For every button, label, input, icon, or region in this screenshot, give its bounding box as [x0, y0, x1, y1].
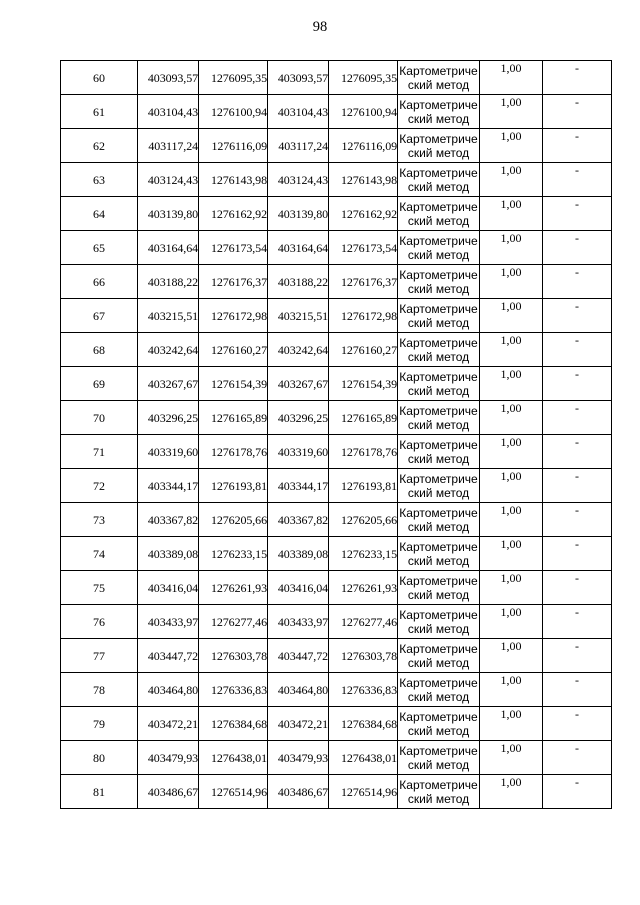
method-text-line: ский метод [407, 315, 470, 330]
existing-y-cell: 1276165,89 [199, 401, 268, 435]
existing-x-cell: 403344,17 [138, 469, 199, 503]
point-number-cell: 70 [61, 401, 138, 435]
accuracy-cell: 1,00 [480, 775, 543, 809]
existing-x-cell: 403296,25 [138, 401, 199, 435]
refined-x-cell: 403367,82 [268, 503, 329, 537]
refined-y-cell: 1276173,54 [329, 231, 398, 265]
existing-x-cell: 403433,97 [138, 605, 199, 639]
refined-x-cell: 403433,97 [268, 605, 329, 639]
point-number-cell: 63 [61, 163, 138, 197]
existing-y-cell: 1276205,66 [199, 503, 268, 537]
accuracy-cell: 1,00 [480, 435, 543, 469]
table-row [61, 265, 612, 299]
method-text-line: Картометриче [399, 743, 478, 758]
table-row [61, 435, 612, 469]
table-row [61, 673, 612, 707]
point-number-cell: 73 [61, 503, 138, 537]
existing-x-cell: 403164,64 [138, 231, 199, 265]
accuracy-cell: 1,00 [480, 265, 543, 299]
method-cell [398, 163, 480, 197]
refined-x-cell: 403242,64 [268, 333, 329, 367]
table-row [61, 95, 612, 129]
description-cell: - [543, 741, 612, 775]
accuracy-cell: 1,00 [480, 61, 543, 95]
accuracy-cell: 1,00 [480, 503, 543, 537]
method-text-line: Картометриче [399, 777, 478, 792]
method-text-line: Картометриче [399, 539, 478, 554]
description-cell: - [543, 503, 612, 537]
method-text-line: ский метод [407, 519, 470, 534]
existing-x-cell: 403267,67 [138, 367, 199, 401]
point-number-cell: 65 [61, 231, 138, 265]
description-cell: - [543, 775, 612, 809]
method-cell [398, 503, 480, 537]
method-cell [398, 435, 480, 469]
existing-y-cell: 1276514,96 [199, 775, 268, 809]
table-row [61, 231, 612, 265]
existing-y-cell: 1276277,46 [199, 605, 268, 639]
table-row [61, 367, 612, 401]
existing-y-cell: 1276336,83 [199, 673, 268, 707]
method-text-line: ский метод [407, 485, 470, 500]
method-text-line: ский метод [407, 349, 470, 364]
refined-x-cell: 403215,51 [268, 299, 329, 333]
table-row [61, 469, 612, 503]
table-row [61, 61, 612, 95]
table-row [61, 571, 612, 605]
point-number-cell: 78 [61, 673, 138, 707]
refined-y-cell: 1276193,81 [329, 469, 398, 503]
method-cell [398, 537, 480, 571]
description-cell: - [543, 367, 612, 401]
table-body [61, 61, 612, 809]
accuracy-cell: 1,00 [480, 605, 543, 639]
existing-y-cell: 1276173,54 [199, 231, 268, 265]
existing-x-cell: 403472,21 [138, 707, 199, 741]
method-text-line: Картометриче [399, 403, 478, 418]
table-row [61, 537, 612, 571]
point-number-cell: 75 [61, 571, 138, 605]
refined-y-cell: 1276438,01 [329, 741, 398, 775]
method-text-line: Картометриче [399, 131, 478, 146]
method-text-line: Картометриче [399, 607, 478, 622]
refined-y-cell: 1276095,35 [329, 61, 398, 95]
method-text-line: Картометриче [399, 267, 478, 282]
refined-x-cell: 403164,64 [268, 231, 329, 265]
refined-y-cell: 1276100,94 [329, 95, 398, 129]
method-cell [398, 741, 480, 775]
refined-x-cell: 403093,57 [268, 61, 329, 95]
table-row [61, 333, 612, 367]
method-cell [398, 231, 480, 265]
existing-x-cell: 403464,80 [138, 673, 199, 707]
existing-x-cell: 403188,22 [138, 265, 199, 299]
method-cell [398, 299, 480, 333]
method-cell [398, 197, 480, 231]
accuracy-cell: 1,00 [480, 367, 543, 401]
existing-x-cell: 403139,80 [138, 197, 199, 231]
point-number-cell: 67 [61, 299, 138, 333]
table-row [61, 197, 612, 231]
refined-x-cell: 403344,17 [268, 469, 329, 503]
existing-x-cell: 403479,93 [138, 741, 199, 775]
method-cell [398, 571, 480, 605]
table-row [61, 299, 612, 333]
refined-x-cell: 403124,43 [268, 163, 329, 197]
point-number-cell: 71 [61, 435, 138, 469]
refined-x-cell: 403416,04 [268, 571, 329, 605]
method-cell [398, 333, 480, 367]
method-text-line: ский метод [407, 281, 470, 296]
method-cell [398, 707, 480, 741]
existing-y-cell: 1276261,93 [199, 571, 268, 605]
method-text-line: ский метод [407, 417, 470, 432]
existing-y-cell: 1276100,94 [199, 95, 268, 129]
method-text-line: ский метод [407, 145, 470, 160]
page-number: 98 [312, 19, 328, 35]
description-cell: - [543, 333, 612, 367]
method-text-line: ский метод [407, 179, 470, 194]
refined-x-cell: 403389,08 [268, 537, 329, 571]
accuracy-cell: 1,00 [480, 707, 543, 741]
refined-y-cell: 1276303,78 [329, 639, 398, 673]
method-text-line: Картометриче [399, 369, 478, 384]
existing-x-cell: 403124,43 [138, 163, 199, 197]
existing-y-cell: 1276116,09 [199, 129, 268, 163]
method-text-line: Картометриче [399, 335, 478, 350]
existing-x-cell: 403389,08 [138, 537, 199, 571]
description-cell: - [543, 163, 612, 197]
description-cell: - [543, 435, 612, 469]
refined-x-cell: 403267,67 [268, 367, 329, 401]
existing-x-cell: 403117,24 [138, 129, 199, 163]
existing-y-cell: 1276095,35 [199, 61, 268, 95]
point-number-cell: 64 [61, 197, 138, 231]
description-cell: - [543, 639, 612, 673]
method-text-line: ский метод [407, 553, 470, 568]
existing-x-cell: 403416,04 [138, 571, 199, 605]
method-text-line: Картометриче [399, 233, 478, 248]
method-text-line: Картометриче [399, 641, 478, 656]
existing-y-cell: 1276438,01 [199, 741, 268, 775]
point-number-cell: 66 [61, 265, 138, 299]
method-text-line: ский метод [407, 791, 470, 806]
description-cell: - [543, 401, 612, 435]
existing-y-cell: 1276176,37 [199, 265, 268, 299]
accuracy-cell: 1,00 [480, 197, 543, 231]
method-text-line: ский метод [407, 723, 470, 738]
accuracy-cell: 1,00 [480, 639, 543, 673]
refined-x-cell: 403319,60 [268, 435, 329, 469]
point-number-cell: 68 [61, 333, 138, 367]
method-text-line: Картометриче [399, 505, 478, 520]
description-cell: - [543, 571, 612, 605]
method-text-line: Картометриче [399, 573, 478, 588]
description-cell: - [543, 95, 612, 129]
refined-y-cell: 1276336,83 [329, 673, 398, 707]
refined-x-cell: 403117,24 [268, 129, 329, 163]
existing-y-cell: 1276154,39 [199, 367, 268, 401]
method-text-line: Картометриче [399, 675, 478, 690]
method-text-line: ский метод [407, 111, 470, 126]
table-row [61, 129, 612, 163]
existing-y-cell: 1276143,98 [199, 163, 268, 197]
existing-y-cell: 1276172,98 [199, 299, 268, 333]
table-row [61, 741, 612, 775]
refined-x-cell: 403104,43 [268, 95, 329, 129]
table-row [61, 707, 612, 741]
method-cell [398, 61, 480, 95]
point-number-cell: 61 [61, 95, 138, 129]
refined-x-cell: 403464,80 [268, 673, 329, 707]
point-number-cell: 69 [61, 367, 138, 401]
refined-y-cell: 1276384,68 [329, 707, 398, 741]
accuracy-cell: 1,00 [480, 741, 543, 775]
existing-y-cell: 1276162,92 [199, 197, 268, 231]
refined-y-cell: 1276116,09 [329, 129, 398, 163]
description-cell: - [543, 537, 612, 571]
method-cell [398, 673, 480, 707]
refined-y-cell: 1276143,98 [329, 163, 398, 197]
refined-y-cell: 1276172,98 [329, 299, 398, 333]
method-text-line: ский метод [407, 689, 470, 704]
description-cell: - [543, 707, 612, 741]
point-number-cell: 60 [61, 61, 138, 95]
accuracy-cell: 1,00 [480, 163, 543, 197]
existing-x-cell: 403486,67 [138, 775, 199, 809]
accuracy-cell: 1,00 [480, 469, 543, 503]
method-cell [398, 469, 480, 503]
coordinates-table [60, 60, 612, 809]
accuracy-cell: 1,00 [480, 537, 543, 571]
method-text-line: Картометриче [399, 63, 478, 78]
method-text-line: ский метод [407, 383, 470, 398]
refined-x-cell: 403447,72 [268, 639, 329, 673]
method-text-line: ский метод [407, 757, 470, 772]
existing-y-cell: 1276303,78 [199, 639, 268, 673]
refined-y-cell: 1276514,96 [329, 775, 398, 809]
accuracy-cell: 1,00 [480, 299, 543, 333]
existing-y-cell: 1276233,15 [199, 537, 268, 571]
existing-x-cell: 403447,72 [138, 639, 199, 673]
refined-y-cell: 1276205,66 [329, 503, 398, 537]
refined-y-cell: 1276178,76 [329, 435, 398, 469]
method-text-line: ский метод [407, 655, 470, 670]
description-cell: - [543, 469, 612, 503]
refined-x-cell: 403472,21 [268, 707, 329, 741]
point-number-cell: 74 [61, 537, 138, 571]
point-number-cell: 79 [61, 707, 138, 741]
refined-x-cell: 403188,22 [268, 265, 329, 299]
accuracy-cell: 1,00 [480, 95, 543, 129]
point-number-cell: 76 [61, 605, 138, 639]
method-cell [398, 401, 480, 435]
table-row [61, 775, 612, 809]
accuracy-cell: 1,00 [480, 129, 543, 163]
description-cell: - [543, 299, 612, 333]
existing-y-cell: 1276193,81 [199, 469, 268, 503]
method-text-line: ский метод [407, 587, 470, 602]
method-text-line: ский метод [407, 247, 470, 262]
refined-x-cell: 403479,93 [268, 741, 329, 775]
point-number-cell: 62 [61, 129, 138, 163]
method-text-line: ский метод [407, 77, 470, 92]
method-text-line: Картометриче [399, 97, 478, 112]
refined-x-cell: 403296,25 [268, 401, 329, 435]
existing-x-cell: 403104,43 [138, 95, 199, 129]
existing-y-cell: 1276160,27 [199, 333, 268, 367]
existing-y-cell: 1276384,68 [199, 707, 268, 741]
method-text-line: Картометриче [399, 709, 478, 724]
method-text-line: Картометриче [399, 165, 478, 180]
point-number-cell: 81 [61, 775, 138, 809]
table-row [61, 605, 612, 639]
method-text-line: Картометриче [399, 437, 478, 452]
point-number-cell: 80 [61, 741, 138, 775]
table-row [61, 163, 612, 197]
method-cell [398, 639, 480, 673]
refined-y-cell: 1276176,37 [329, 265, 398, 299]
method-text-line: ский метод [407, 213, 470, 228]
existing-x-cell: 403242,64 [138, 333, 199, 367]
refined-y-cell: 1276233,15 [329, 537, 398, 571]
refined-y-cell: 1276160,27 [329, 333, 398, 367]
table-row [61, 401, 612, 435]
method-text-line: Картометриче [399, 301, 478, 316]
existing-y-cell: 1276178,76 [199, 435, 268, 469]
method-text-line: ский метод [407, 451, 470, 466]
description-cell: - [543, 231, 612, 265]
method-cell [398, 129, 480, 163]
description-cell: - [543, 605, 612, 639]
existing-x-cell: 403215,51 [138, 299, 199, 333]
method-text-line: Картометриче [399, 471, 478, 486]
method-text-line: ский метод [407, 621, 470, 636]
method-cell [398, 605, 480, 639]
existing-x-cell: 403367,82 [138, 503, 199, 537]
existing-x-cell: 403093,57 [138, 61, 199, 95]
refined-y-cell: 1276154,39 [329, 367, 398, 401]
description-cell: - [543, 61, 612, 95]
description-cell: - [543, 129, 612, 163]
table-row [61, 639, 612, 673]
method-cell [398, 775, 480, 809]
table-row [61, 503, 612, 537]
description-cell: - [543, 265, 612, 299]
refined-y-cell: 1276162,92 [329, 197, 398, 231]
accuracy-cell: 1,00 [480, 231, 543, 265]
accuracy-cell: 1,00 [480, 333, 543, 367]
method-cell [398, 265, 480, 299]
description-cell: - [543, 197, 612, 231]
accuracy-cell: 1,00 [480, 571, 543, 605]
refined-y-cell: 1276165,89 [329, 401, 398, 435]
refined-y-cell: 1276261,93 [329, 571, 398, 605]
existing-x-cell: 403319,60 [138, 435, 199, 469]
description-cell: - [543, 673, 612, 707]
refined-y-cell: 1276277,46 [329, 605, 398, 639]
method-cell [398, 95, 480, 129]
point-number-cell: 77 [61, 639, 138, 673]
method-cell [398, 367, 480, 401]
refined-x-cell: 403139,80 [268, 197, 329, 231]
accuracy-cell: 1,00 [480, 401, 543, 435]
point-number-cell: 72 [61, 469, 138, 503]
accuracy-cell: 1,00 [480, 673, 543, 707]
method-text-line: Картометриче [399, 199, 478, 214]
refined-x-cell: 403486,67 [268, 775, 329, 809]
